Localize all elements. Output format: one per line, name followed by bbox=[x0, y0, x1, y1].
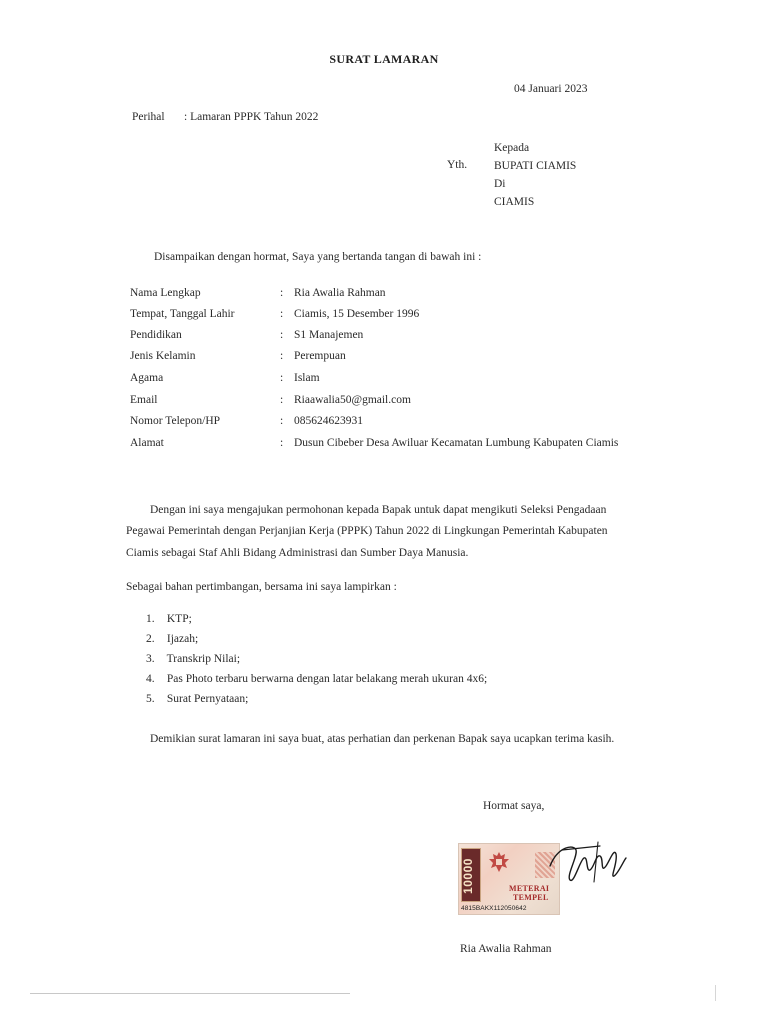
field-value: Ria Awalia Rahman bbox=[294, 287, 386, 299]
field-colon: : bbox=[280, 287, 284, 299]
field-row-birth bbox=[130, 304, 650, 325]
field-value: 085624623931 bbox=[294, 415, 363, 427]
list-number: 4. bbox=[146, 673, 155, 685]
list-number: 5. bbox=[146, 693, 155, 705]
scan-edge-mark bbox=[715, 985, 716, 1001]
field-value: Dusun Cibeber Desa Awiluar Kecamatan Lumbung Kabupaten Ciamis bbox=[294, 437, 619, 449]
list-text: KTP; bbox=[166, 613, 192, 625]
list-text: Surat Pernyataan; bbox=[166, 693, 249, 705]
field-row-phone bbox=[130, 411, 650, 432]
field-row-name bbox=[130, 283, 650, 304]
field-colon: : bbox=[280, 394, 284, 406]
subject-label: Perihal bbox=[132, 111, 165, 123]
subject-value: : Lamaran PPPK Tahun 2022 bbox=[184, 111, 319, 123]
field-colon: : bbox=[280, 329, 284, 341]
list-text: Transkrip Nilai; bbox=[166, 653, 241, 665]
field-label: Agama bbox=[130, 372, 164, 384]
garuda-emblem-icon bbox=[487, 850, 511, 876]
letter-date: 04 Januari 2023 bbox=[514, 83, 588, 95]
field-row-education bbox=[130, 325, 650, 346]
body-line-2: Pegawai Pemerintah dengan Perjanjian Kerja (PPPK) Tahun 2022 di Lingkungan Pemerintah Kabupaten bbox=[126, 525, 608, 537]
field-value: Islam bbox=[294, 372, 320, 384]
list-item bbox=[146, 609, 192, 629]
body-line-1: Dengan ini saya mengajukan permohonan kepada Bapak untuk dapat mengikuti Seleksi Pengadaan bbox=[150, 504, 607, 516]
field-colon: : bbox=[280, 308, 284, 320]
list-item bbox=[146, 629, 198, 649]
page-edge-line bbox=[30, 993, 350, 994]
list-number: 2. bbox=[146, 633, 155, 645]
field-row-address bbox=[130, 433, 650, 473]
attachments-intro: Sebagai bahan pertimbangan, bersama ini saya lampirkan : bbox=[126, 581, 397, 593]
list-item bbox=[146, 689, 248, 709]
field-value: S1 Manajemen bbox=[294, 329, 364, 341]
field-label: Nama Lengkap bbox=[130, 287, 201, 299]
stamp-label-meterai: METERAI bbox=[509, 884, 550, 893]
field-value: Ciamis, 15 Desember 1996 bbox=[294, 308, 420, 320]
stamp-serial: 4815BAKX112050642 bbox=[461, 905, 527, 912]
field-label: Email bbox=[130, 394, 158, 406]
opening-sentence: Disampaikan dengan hormat, Saya yang bertanda tangan di bawah ini : bbox=[154, 251, 482, 263]
stamp-value-box bbox=[461, 848, 481, 902]
field-colon: : bbox=[280, 415, 284, 427]
list-number: 1. bbox=[146, 613, 155, 625]
list-item bbox=[146, 649, 240, 669]
list-text: Pas Photo terbaru berwarna dengan latar belakang merah ukuran 4x6; bbox=[166, 673, 488, 685]
field-row-email bbox=[130, 390, 650, 411]
stamp-label-tempel: TEMPEL bbox=[513, 893, 549, 902]
field-colon: : bbox=[280, 350, 284, 362]
stamp-value: 10000 bbox=[460, 858, 475, 894]
recipient-yth: Yth. bbox=[447, 159, 468, 171]
recipient-line-2: BUPATI CIAMIS bbox=[494, 160, 577, 172]
field-colon: : bbox=[280, 372, 284, 384]
field-row-religion bbox=[130, 368, 650, 389]
signer-name: Ria Awalia Rahman bbox=[460, 943, 552, 955]
recipient-line-3: Di bbox=[494, 178, 506, 190]
field-label: Jenis Kelamin bbox=[130, 350, 196, 362]
list-item bbox=[146, 669, 487, 689]
body-line-3: Ciamis sebagai Staf Ahli Bidang Administrasi dan Sumber Daya Manusia. bbox=[126, 547, 469, 559]
list-number: 3. bbox=[146, 653, 155, 665]
letter-title: SURAT LAMARAN bbox=[329, 52, 439, 66]
handwritten-signature-icon bbox=[540, 836, 630, 892]
list-text: Ijazah; bbox=[166, 633, 199, 645]
field-label: Pendidikan bbox=[130, 329, 182, 341]
field-row-gender bbox=[130, 346, 650, 367]
recipient-line-4: CIAMIS bbox=[494, 196, 535, 208]
field-label: Nomor Telepon/HP bbox=[130, 415, 221, 427]
closing-sentence: Demikian surat lamaran ini saya buat, atas perhatian dan perkenan Bapak saya ucapkan terima kasih. bbox=[150, 733, 615, 745]
field-label: Tempat, Tanggal Lahir bbox=[130, 308, 235, 320]
field-value: Riaawalia50@gmail.com bbox=[294, 394, 411, 406]
regards-text: Hormat saya, bbox=[483, 800, 545, 812]
field-colon: : bbox=[280, 437, 284, 449]
recipient-line-1: Kepada bbox=[494, 142, 530, 154]
field-value: Perempuan bbox=[294, 350, 346, 362]
field-label: Alamat bbox=[130, 437, 164, 449]
